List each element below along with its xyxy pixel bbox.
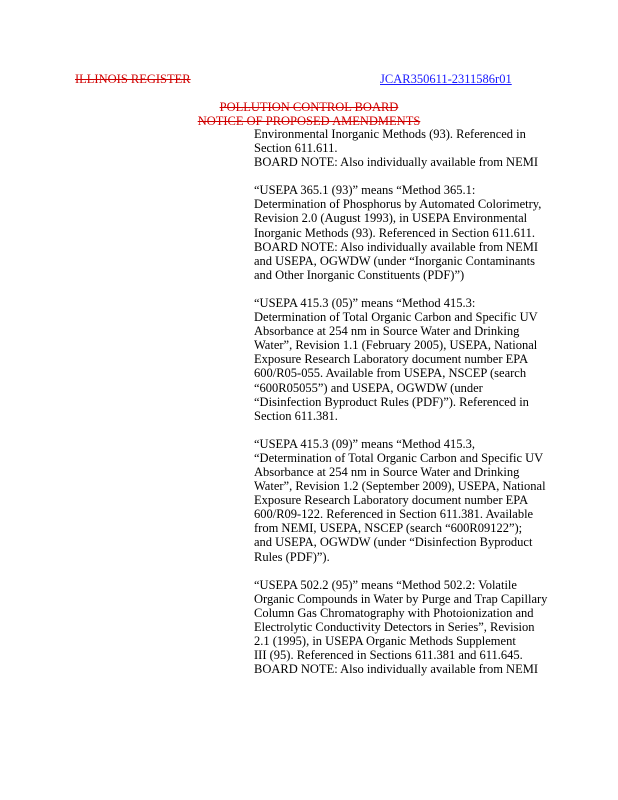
notice-title: NOTICE OF PROPOSED AMENDMENTS xyxy=(197,114,421,128)
text-line: 600/R09-122. Referenced in Section 611.381. Available xyxy=(254,507,534,522)
text-line: Water”, Revision 1.2 (September 2009), USEPA, National xyxy=(254,479,546,494)
text-line: BOARD NOTE: Also individually available from NEMI xyxy=(254,662,538,677)
text-line: and USEPA, OGWDW (under “Inorganic Contaminants xyxy=(254,253,535,268)
text-line: “Determination of Total Organic Carbon and Specific UV xyxy=(254,450,544,465)
text-line: 600/R05-055. Available from USEPA, NSCEP (search xyxy=(254,366,527,381)
definition-paragraph xyxy=(254,437,579,564)
text-line: Determination of Phosphorus by Automated Colorimetry, xyxy=(254,197,542,212)
definition-paragraph xyxy=(254,183,579,282)
board-title: POLLUTION CONTROL BOARD xyxy=(219,100,399,114)
text-line: 2.1 (1995), in USEPA Organic Methods Supplement xyxy=(254,634,516,648)
text-line: Electrolytic Conductivity Detectors in Series”, Revision xyxy=(254,619,535,634)
text-line: Exposure Research Laboratory document number EPA xyxy=(254,493,529,508)
definition-paragraph xyxy=(254,296,579,423)
text-line: Inorganic Methods (93). Referenced in Section 611.611. xyxy=(254,225,536,240)
text-line: Revision 2.0 (August 1993), in USEPA Environmental xyxy=(254,211,528,226)
text-line: Column Gas Chromatography with Photoionization and xyxy=(254,605,534,620)
register-id-header: JCAR350611-2311586r01 xyxy=(380,72,512,86)
register-header-left: ILLINOIS REGISTER xyxy=(75,72,191,86)
text-line: “600R05055”) and USEPA, OGWDW (under xyxy=(254,380,483,395)
text-line: BOARD NOTE: Also individually available from NEMI xyxy=(254,155,538,170)
definition-paragraph xyxy=(254,127,579,169)
text-line: Water”, Revision 1.1 (February 2005), USEPA, National xyxy=(254,338,538,353)
definition-paragraph xyxy=(254,578,579,677)
text-line: and USEPA, OGWDW (under “Disinfection Byproduct xyxy=(254,535,533,550)
text-line: Determination of Total Organic Carbon and Specific UV xyxy=(254,310,538,325)
text-line: from NEMI, USEPA, NSCEP (search “600R09122”); xyxy=(254,521,523,536)
text-line: Rules (PDF)”). xyxy=(254,549,330,564)
text-line: Exposure Research Laboratory document number EPA xyxy=(254,352,529,367)
text-line: Environmental Inorganic Methods (93). Referenced in xyxy=(254,127,526,141)
text-line: Absorbance at 254 nm in Source Water and Drinking xyxy=(254,464,520,479)
text-line: “USEPA 502.2 (95)” means “Method 502.2: Volatile xyxy=(254,577,517,592)
text-line: Organic Compounds in Water by Purge and Trap Capillary xyxy=(254,591,548,606)
text-line: Section 611.381. xyxy=(254,408,338,423)
text-line: “USEPA 365.1 (93)” means “Method 365.1: xyxy=(254,183,476,198)
text-line: Section 611.611. xyxy=(254,141,338,156)
document-body xyxy=(254,127,579,690)
text-line: and Other Inorganic Constituents (PDF)”) xyxy=(254,267,465,282)
text-line: BOARD NOTE: Also individually available from NEMI xyxy=(254,239,538,254)
text-line: III (95). Referenced in Sections 611.381 and 611.645. xyxy=(254,648,523,663)
text-line: “USEPA 415.3 (05)” means “Method 415.3: xyxy=(254,295,476,310)
text-line: “USEPA 415.3 (09)” means “Method 415.3, xyxy=(254,436,476,451)
text-line: Absorbance at 254 nm in Source Water and Drinking xyxy=(254,324,520,339)
text-line: “Disinfection Byproduct Rules (PDF)”). Referenced in xyxy=(254,394,529,409)
